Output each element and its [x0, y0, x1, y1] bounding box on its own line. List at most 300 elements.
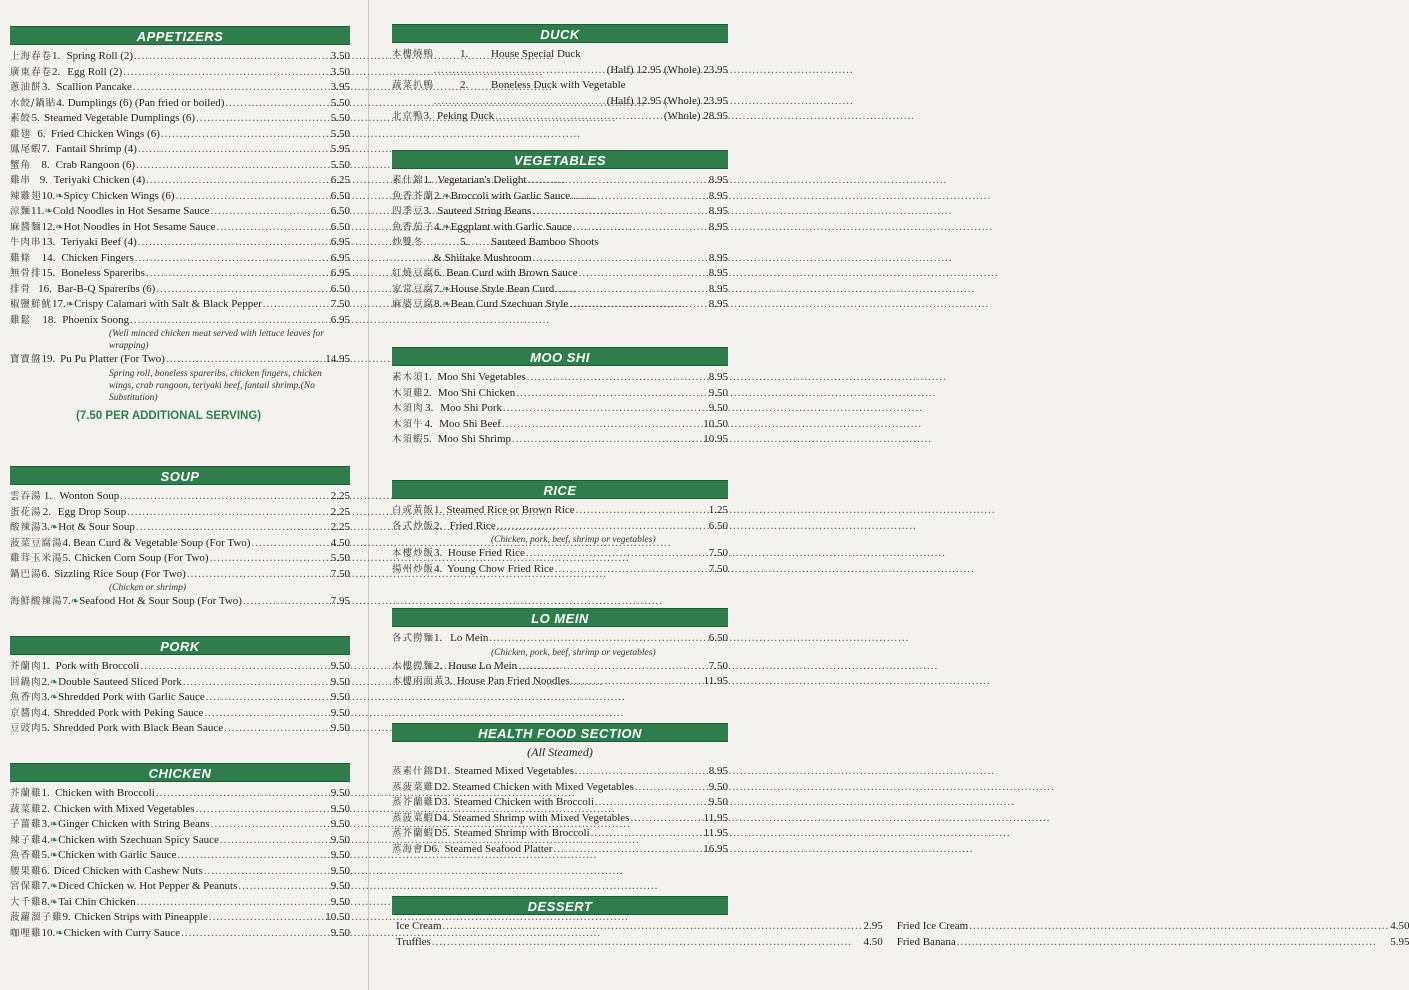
- pepper-icon: ❧: [49, 896, 59, 908]
- menu-item[interactable]: [392, 826, 728, 842]
- menu-item[interactable]: [10, 786, 350, 802]
- item-name: Steamed Seafood Platter: [444, 842, 553, 855]
- menu-item[interactable]: [10, 879, 350, 895]
- pepper-icon: ❧: [49, 676, 59, 688]
- item-name: Fried Ice Cream: [896, 920, 969, 932]
- item-number: 4.: [434, 562, 443, 575]
- item-name: Moo Shi Beef: [439, 417, 501, 430]
- item-name: Bar-B-Q Spareribs (6): [57, 282, 156, 295]
- item-name: Sauteed Bamboo Shoots: [491, 236, 599, 248]
- item-name: Crab Rangoon (6): [55, 158, 136, 171]
- item-name: House Pan Fried Noodles: [456, 675, 570, 687]
- menu-item[interactable]: [10, 96, 350, 112]
- pepper-icon: ❧: [442, 299, 451, 310]
- leader-dots: [133, 80, 330, 96]
- item-number: 3.: [423, 110, 432, 122]
- item-name: Double Sauteed Sliced Pork: [58, 675, 182, 688]
- chinese-name: 蛋花湯: [10, 506, 42, 518]
- appetizers-header: APPETIZERS: [10, 26, 350, 45]
- leader-dots: [206, 690, 330, 706]
- leader-dots: [238, 879, 329, 895]
- pepper-icon: ❧: [442, 190, 451, 202]
- menu-item[interactable]: [392, 519, 728, 535]
- item-number: 13.: [41, 236, 56, 248]
- dessert-section: [392, 896, 1409, 950]
- item-price: 10.95: [703, 433, 728, 445]
- leader-dots: [130, 313, 330, 329]
- pepper-icon: ❧: [442, 221, 451, 233]
- leader-dots: [251, 536, 329, 552]
- leader-dots: [533, 251, 708, 267]
- chinese-name: 麻婆豆腐: [392, 299, 435, 310]
- leader-dots: [497, 519, 708, 535]
- chinese-name: 魚香肉: [10, 692, 42, 703]
- leader-dots: [434, 63, 606, 79]
- menu-item[interactable]: [392, 631, 728, 647]
- item-number: 3.: [41, 818, 50, 830]
- item-name: Fried Chicken Wings (6): [50, 127, 160, 140]
- chinese-name: 雞條: [10, 252, 32, 264]
- item-price: 2.95: [863, 920, 883, 932]
- item-price: 6.95: [330, 267, 350, 279]
- menu-item[interactable]: [10, 127, 350, 143]
- item-price: 8.95: [708, 189, 728, 202]
- menu-item[interactable]: [392, 401, 728, 417]
- menu-item[interactable]: [392, 842, 728, 858]
- duck-list: [392, 47, 728, 125]
- item-price: 9.50: [330, 818, 350, 830]
- item-price: 8.95: [708, 765, 728, 777]
- chinese-name: 回鍋肉: [10, 676, 42, 688]
- item-name: Teriyaki Chicken (4): [53, 174, 146, 186]
- menu-item[interactable]: [10, 520, 350, 536]
- menu-item[interactable]: [392, 220, 728, 236]
- chinese-name: 本樓燒鴨: [392, 49, 435, 60]
- dessert-list: [392, 915, 1409, 950]
- item-name: Tai Chin Chicken: [58, 895, 136, 908]
- menu-item[interactable]: [10, 536, 350, 552]
- menu-item[interactable]: [392, 562, 728, 578]
- item-name: Chicken Fingers: [61, 251, 134, 264]
- chinese-name: 水餃/鍋貼: [10, 97, 57, 109]
- item-name: Sizzling Rice Soup (For Two): [54, 567, 186, 580]
- pork-header: PORK: [10, 636, 350, 655]
- rice-list: [392, 503, 728, 577]
- menu-item[interactable]: [392, 370, 728, 386]
- item-name: Moo Shi Pork: [440, 402, 503, 414]
- item-name: Moo Shi Shrimp: [437, 433, 512, 445]
- leader-dots: [225, 96, 329, 112]
- menu-item[interactable]: [10, 251, 350, 267]
- chinese-name: 酸辣湯: [10, 522, 42, 533]
- item-name: Steamed Shrimp with Mixed Vegetables: [452, 811, 630, 824]
- item-name: Ice Cream: [396, 920, 442, 932]
- item-name: Spring Roll (2): [66, 50, 134, 62]
- item-name: Bean Curd with Brown Sauce: [446, 267, 578, 279]
- item-price: 9.50: [330, 691, 350, 703]
- item-name: Steamed Chicken with Broccoli: [453, 796, 594, 808]
- item-number: 1.: [41, 787, 50, 799]
- item-number: 3.: [444, 675, 453, 687]
- menu-item[interactable]: [392, 386, 728, 402]
- item-number: 1.: [434, 632, 443, 644]
- item-price: 5.95: [330, 143, 350, 155]
- item-number: 4.: [434, 220, 443, 233]
- menu-item[interactable]: [10, 551, 350, 567]
- item-name: Chicken Strips with Pineapple: [74, 911, 208, 923]
- menu-item[interactable]: [392, 546, 728, 562]
- menu-item[interactable]: [10, 313, 350, 329]
- menu-item[interactable]: [10, 80, 350, 96]
- item-number: 2.: [460, 79, 469, 91]
- chinese-name: 蔬菜扒鴨: [392, 80, 435, 91]
- health-list: [392, 764, 728, 857]
- item-number: 15.: [41, 267, 56, 279]
- item-price: 7.50: [708, 562, 728, 575]
- leader-dots: [576, 503, 708, 519]
- health-food-section: [392, 723, 728, 857]
- item-name: Teriyaki Beef (4): [61, 236, 137, 248]
- pepper-icon: ❧: [55, 927, 64, 939]
- chinese-name: 蒸海會: [392, 843, 424, 855]
- leader-dots: [134, 49, 330, 65]
- menu-item[interactable]: [10, 817, 350, 833]
- item-price: 5.95: [1390, 935, 1409, 948]
- leader-dots: [526, 546, 708, 562]
- menu-item[interactable]: [392, 674, 728, 690]
- item-name: Hot Noodles in Hot Sesame Sauce: [63, 220, 216, 233]
- menu-item[interactable]: [392, 764, 728, 780]
- leader-dots: [210, 204, 329, 220]
- item-price: 9.50: [330, 895, 350, 908]
- chinese-name: 蒸芥蘭雞: [392, 797, 435, 808]
- dessert-header: DESSERT: [392, 896, 728, 915]
- appetizers-extra-note: (7.50 PER ADDITIONAL SERVING): [76, 409, 262, 422]
- item-name: Chicken with Curry Sauce: [63, 926, 181, 939]
- chinese-name: 木須蝦: [392, 434, 424, 445]
- menu-item-prices: [392, 63, 728, 79]
- dessert-item[interactable]: [897, 919, 1409, 935]
- leader-dots: [969, 919, 1389, 935]
- item-number: 6.: [434, 267, 443, 279]
- leader-dots: [432, 935, 863, 951]
- leader-dots: [146, 266, 330, 282]
- item-number: 1.: [43, 490, 53, 502]
- leader-dots: [209, 910, 324, 926]
- leader-dots: [137, 895, 330, 911]
- menu-item[interactable]: [10, 282, 350, 298]
- menu-item[interactable]: [10, 173, 350, 189]
- item-number: 2.: [423, 386, 432, 399]
- menu-item[interactable]: [392, 780, 728, 796]
- item-name: Eggplant with Garlic Sauce: [450, 220, 572, 233]
- item-number: 10.: [41, 926, 56, 939]
- menu-item[interactable]: [392, 297, 728, 313]
- menu-item[interactable]: [10, 49, 350, 65]
- chinese-name: 大千雞: [10, 896, 42, 908]
- menu-item[interactable]: [392, 78, 728, 94]
- item-name: Ginger Chicken with String Beans: [58, 818, 210, 830]
- chicken-section: [10, 763, 350, 941]
- item-number: 8.: [41, 895, 50, 908]
- leader-dots: [503, 401, 708, 417]
- menu-item[interactable]: [10, 266, 350, 282]
- appetizers-section: [10, 26, 350, 422]
- leader-dots: [136, 520, 330, 536]
- item-note: (Chicken or shrimp): [109, 583, 187, 593]
- item-price: 6.50: [330, 205, 350, 217]
- item-name: Boneless Spareribs: [60, 267, 145, 279]
- leader-dots: [127, 505, 330, 521]
- item-price: 10.50: [325, 911, 350, 923]
- menu-item[interactable]: [10, 833, 350, 849]
- item-name: Pork with Broccoli: [55, 660, 140, 672]
- chinese-name: 北京鴨: [392, 111, 424, 122]
- item-note: (Chicken, pork, beef, shrimp or vegetables): [491, 647, 656, 658]
- leader-dots: [204, 864, 330, 880]
- menu-item[interactable]: [392, 503, 728, 519]
- menu-item[interactable]: [392, 795, 728, 811]
- item-name: Fantail Shrimp (4): [55, 143, 137, 155]
- item-number: 10.: [41, 189, 56, 202]
- chinese-name: 牛肉串: [10, 237, 42, 248]
- menu-item[interactable]: [10, 489, 350, 505]
- item-note: (Chicken, pork, beef, shrimp or vegetables): [491, 535, 656, 545]
- leader-dots: [138, 142, 330, 158]
- chinese-name: 四季豆: [392, 206, 424, 217]
- chinese-name: 上海春卷: [10, 51, 53, 62]
- chinese-name: 涼麵: [10, 206, 32, 217]
- item-price: 11.95: [703, 811, 728, 824]
- menu-item[interactable]: [10, 848, 350, 864]
- item-name: Pu Pu Platter (For Two): [60, 353, 165, 365]
- item-price: (Half) 12.95 (Whole) 23.95: [606, 63, 728, 76]
- item-number: 1.: [460, 48, 469, 60]
- item-number: D2.: [434, 780, 451, 793]
- menu-item[interactable]: [392, 173, 728, 189]
- leader-dots: [196, 802, 330, 818]
- chinese-name: 紅燒豆腐: [392, 268, 435, 279]
- item-name: Steamed Shrimp with Broccoli: [453, 827, 590, 839]
- item-price: 3.50: [330, 65, 350, 78]
- chinese-name: 雞鬆: [10, 314, 32, 326]
- chinese-name: 蟹角: [10, 159, 32, 171]
- item-name: Steamed Chicken with Mixed Vegetables: [452, 780, 634, 793]
- item-name: Phoenix Soong: [62, 313, 130, 326]
- menu-item[interactable]: [392, 47, 728, 63]
- item-number: 1.: [423, 371, 432, 383]
- chinese-name: 炒雙冬: [392, 237, 424, 248]
- pepper-icon: ❧: [55, 221, 64, 233]
- leader-dots: [177, 848, 329, 864]
- chinese-name: 蔥油餅: [10, 82, 42, 93]
- leader-dots: [532, 204, 707, 220]
- leader-dots: [211, 817, 330, 833]
- item-name: Young Chow Fried Rice: [447, 562, 554, 575]
- dessert-item[interactable]: [396, 935, 883, 951]
- item-price: 9.50: [330, 849, 350, 861]
- menu-item[interactable]: [10, 567, 350, 583]
- item-name: House Special Duck: [491, 48, 581, 60]
- item-name: House Style Bean Curd: [450, 282, 555, 295]
- item-number: 18.: [42, 313, 57, 326]
- leader-dots: [161, 127, 330, 143]
- item-number: 1.: [423, 174, 432, 186]
- leader-dots: [553, 842, 702, 858]
- lomein-header: LO MEIN: [392, 608, 728, 627]
- item-number: 3.: [423, 205, 432, 217]
- chinese-name: 芥蘭肉: [10, 661, 42, 672]
- chinese-name: 雞茸玉米湯: [10, 553, 63, 564]
- menu-item[interactable]: [10, 220, 350, 236]
- item-name: Diced Chicken with Cashew Nuts: [53, 864, 203, 877]
- menu-item[interactable]: [392, 432, 728, 448]
- item-number: 6.: [37, 127, 46, 140]
- leader-dots: [176, 189, 330, 205]
- item-number: 4.: [41, 833, 50, 846]
- item-name: Crispy Calamari with Salt & Black Pepper: [74, 298, 262, 310]
- menu-item[interactable]: [392, 266, 728, 282]
- pork-list: [10, 659, 350, 737]
- leader-dots: [187, 567, 330, 583]
- item-name: Scallion Pancake: [56, 81, 132, 93]
- item-number: 2.: [41, 802, 50, 815]
- menu-item[interactable]: [10, 235, 350, 251]
- item-price: 9.50: [330, 706, 350, 719]
- item-price: 8.95: [708, 220, 728, 233]
- item-number: 4.: [424, 417, 433, 430]
- dessert-item[interactable]: [396, 919, 883, 935]
- menu-item[interactable]: [10, 926, 350, 942]
- leader-dots: [120, 489, 329, 505]
- item-price: 7.50: [330, 298, 350, 310]
- chinese-name: 素餃: [10, 113, 32, 124]
- item-price: 9.50: [330, 864, 350, 877]
- menu-item[interactable]: [10, 659, 350, 675]
- item-number: 7.: [41, 143, 50, 155]
- chinese-name: 麻醬麵: [10, 221, 42, 233]
- item-number: D5.: [434, 827, 451, 839]
- item-price: 9.50: [330, 833, 350, 846]
- chinese-name: 排骨: [10, 283, 32, 295]
- menu-item[interactable]: [10, 352, 350, 368]
- item-price: 7.50: [708, 547, 728, 559]
- item-price: 11.95: [703, 827, 728, 839]
- item-number: 17.: [52, 298, 66, 310]
- menu-item[interactable]: [10, 505, 350, 521]
- menu-item[interactable]: [392, 109, 728, 125]
- item-name: Bean Curd Szechuan Style: [450, 298, 569, 310]
- item-name: Truffles: [396, 935, 431, 948]
- item-number: 5.: [423, 433, 432, 445]
- chinese-name: 魚香雞: [10, 850, 42, 861]
- item-name: Chicken Corn Soup (For Two): [74, 552, 209, 564]
- item-name: Chicken with Broccoli: [55, 787, 155, 799]
- menu-item[interactable]: [10, 594, 350, 610]
- item-price: 6.50: [330, 282, 351, 295]
- dessert-item[interactable]: [897, 935, 1409, 951]
- pepper-icon: ❧: [49, 834, 59, 846]
- menu-item[interactable]: [10, 675, 350, 691]
- leader-dots: [204, 706, 329, 722]
- menu-item[interactable]: [10, 895, 350, 911]
- lomein-list: [392, 631, 728, 690]
- chinese-name: 咖哩雞: [10, 927, 42, 939]
- menu-item[interactable]: [10, 204, 350, 220]
- item-price: 8.95: [708, 174, 728, 186]
- menu-item[interactable]: [10, 111, 350, 127]
- chinese-name: 芥蘭雞: [10, 788, 42, 799]
- item-price: 8.95: [708, 282, 728, 295]
- menu-item[interactable]: [10, 910, 350, 926]
- item-price: 4.50: [330, 536, 350, 549]
- menu-item[interactable]: [10, 690, 350, 706]
- leader-dots: [140, 659, 329, 675]
- leader-dots: [516, 386, 707, 402]
- item-name: Diced Chicken w. Hot Pepper & Peanuts: [58, 880, 238, 892]
- menu-item[interactable]: [10, 706, 350, 722]
- menu-item[interactable]: [10, 189, 350, 205]
- chinese-name: 鍋巴湯: [10, 568, 42, 580]
- menu-item[interactable]: [10, 158, 350, 174]
- menu-item[interactable]: [392, 417, 728, 433]
- menu-item[interactable]: [392, 189, 728, 205]
- item-name: House Lo Mein: [448, 659, 518, 672]
- menu-item[interactable]: [10, 802, 350, 818]
- item-price: 6.95: [330, 251, 350, 264]
- item-number: D4.: [434, 811, 451, 824]
- menu-item[interactable]: [10, 65, 350, 81]
- menu-item[interactable]: [10, 297, 350, 313]
- item-number: 16.: [38, 282, 52, 295]
- chinese-name: 白或黃飯: [392, 505, 435, 516]
- leader-dots: [220, 833, 330, 849]
- pepper-icon: ❧: [44, 206, 53, 217]
- item-number: 5.: [460, 236, 469, 248]
- menu-item[interactable]: [10, 721, 350, 737]
- item-price: 9.50: [330, 802, 350, 815]
- menu-item[interactable]: [10, 142, 350, 158]
- menu-item[interactable]: [392, 811, 728, 827]
- leader-dots: [224, 721, 330, 737]
- item-price: 9.50: [330, 926, 350, 939]
- item-number: 2.: [434, 189, 443, 202]
- soup-header: SOUP: [10, 466, 350, 485]
- item-price: 8.95: [708, 298, 728, 310]
- item-price: 10.50: [703, 417, 728, 430]
- item-name: Moo Shi Chicken: [437, 386, 516, 399]
- menu-item[interactable]: [10, 864, 350, 880]
- pepper-icon: ❧: [49, 850, 59, 861]
- item-name: Chicken with Mixed Vegetables: [53, 802, 195, 815]
- item-number: 2.: [434, 519, 443, 532]
- item-number: 1.: [52, 50, 61, 62]
- menu-item[interactable]: [392, 282, 728, 298]
- duck-section: [392, 24, 728, 125]
- chicken-list: [10, 786, 350, 941]
- item-price: 1.25: [708, 504, 728, 516]
- leader-dots: [957, 935, 1390, 951]
- item-number: 6.: [41, 864, 50, 877]
- leader-dots: [579, 266, 708, 282]
- item-name: Dumplings (6) (Pan fried or boiled): [67, 96, 225, 109]
- chinese-name: 子薑雞: [10, 819, 42, 830]
- menu-item[interactable]: [392, 204, 728, 220]
- menu-item[interactable]: [392, 659, 728, 675]
- pepper-icon: ❧: [65, 299, 75, 310]
- menu-item[interactable]: [392, 235, 728, 251]
- item-name: Spicy Chicken Wings (6): [63, 189, 175, 202]
